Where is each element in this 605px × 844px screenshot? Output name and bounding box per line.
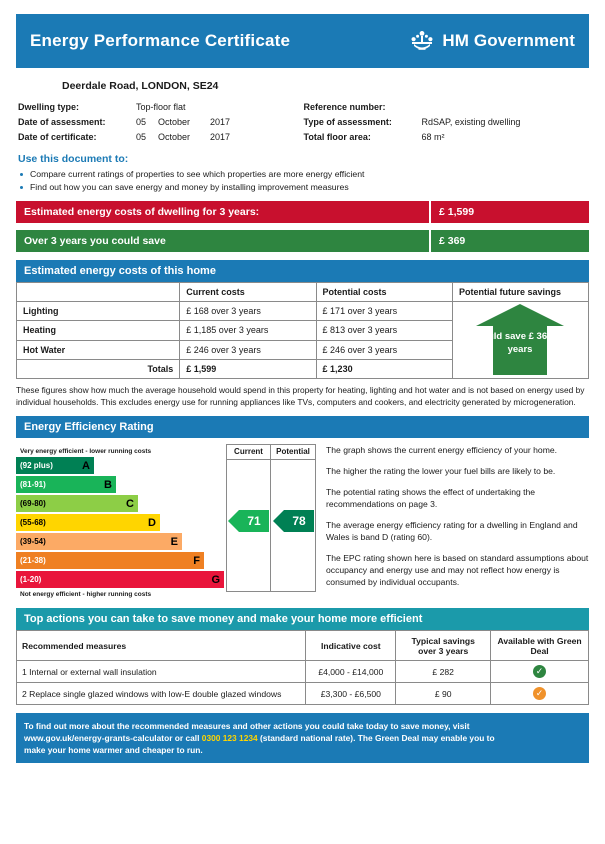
- row-label: Hot Water: [17, 340, 180, 359]
- page-header: [16, 14, 589, 68]
- col-potential-savings: Potential future savings: [453, 283, 589, 302]
- band-range: (92 plus): [20, 461, 53, 470]
- savings-arrow: [453, 302, 587, 378]
- totals-current: £ 1,599: [180, 359, 316, 378]
- gov-branding: [409, 30, 575, 52]
- band-range: (39-54): [20, 537, 46, 546]
- tick-green-icon: ✓: [533, 665, 546, 678]
- col-current-label: Current: [226, 444, 271, 459]
- meta-row: [304, 100, 590, 115]
- footer-phone: 0300 123 1234: [201, 733, 258, 743]
- meta-label: Date of certificate:: [18, 132, 97, 142]
- band-range: (81-91): [20, 480, 46, 489]
- meta-label: Type of assessment:: [303, 117, 392, 127]
- costs-note: These figures show how much the average household would spend in this property for heating, lighting and hot water and is not based on energy used by individual households. This excludes energy use for running appliances like TVs, computers and cookers, and electricity generated by microgeneration.: [16, 385, 585, 407]
- meta-left-column: [18, 100, 304, 145]
- col-potential-costs: Potential costs: [316, 283, 452, 302]
- totals-potential: £ 1,230: [316, 359, 452, 378]
- assessment-year: 2017: [210, 117, 231, 127]
- could-save-banner: [16, 230, 589, 252]
- band-letter: A: [82, 459, 90, 472]
- gov-label: HM Government: [442, 31, 575, 50]
- col-indicative-cost: Indicative cost: [306, 631, 396, 661]
- costs-table: [16, 282, 589, 379]
- band-letter: G: [211, 573, 220, 586]
- pointer-triangle-icon: [273, 510, 284, 532]
- recommendations-table: [16, 630, 589, 705]
- measure-number: 1: [22, 666, 27, 677]
- use-document-list: [18, 168, 589, 194]
- eer-paragraph: The potential rating shows the effect of undertaking the recommendations on page 3.: [326, 487, 536, 509]
- eer-paragraph: The graph shows the current energy efficiency of your home.: [326, 445, 558, 455]
- use-document-title: Use this document to:: [18, 153, 129, 165]
- crown-icon: [409, 30, 435, 52]
- measure-text: Replace single glazed windows with low-E double glazed windows: [29, 688, 282, 699]
- row-label: Lighting: [17, 302, 180, 321]
- band-letter: D: [148, 516, 156, 529]
- current-cost: £ 1,185 over 3 years: [180, 321, 316, 340]
- estimated-costs-banner: [16, 201, 589, 223]
- potential-cost: £ 813 over 3 years: [316, 321, 452, 340]
- meta-label: Total floor area:: [303, 132, 371, 142]
- certificate-year: 2017: [210, 132, 231, 142]
- pointer-triangle-icon: [228, 510, 239, 532]
- band-letter: C: [126, 497, 134, 510]
- meta-label: Dwelling type:: [18, 102, 80, 112]
- indicative-cost: £4,000 - £14,000: [306, 661, 396, 683]
- band-range: (69-80): [20, 499, 46, 508]
- estimated-costs-value: £ 1,599: [429, 201, 589, 223]
- band-letter: E: [170, 535, 178, 548]
- green-deal-availability: [491, 661, 589, 683]
- meta-row: [18, 100, 304, 115]
- current-rating-value: 71: [239, 510, 269, 532]
- table-row: [17, 661, 589, 683]
- meta-value: Top-floor flat: [136, 102, 186, 112]
- meta-right-column: [304, 100, 590, 145]
- band-range: (21-38): [20, 556, 46, 565]
- list-item: Compare current ratings of properties to see which properties are more energy efficient: [18, 168, 589, 181]
- meta-row: [18, 130, 304, 145]
- savings-arrow-text: You could save £ 369 over 3 years: [457, 331, 584, 355]
- recommendations-section-title: Top actions you can take to save money and make your home more efficient: [16, 608, 589, 630]
- could-save-value: £ 369: [429, 230, 589, 252]
- meta-row: [18, 115, 304, 130]
- potential-cost: £ 246 over 3 years: [316, 340, 452, 359]
- band-letter: B: [104, 478, 112, 491]
- eer-top-note: Very energy efficient - lower running costs: [20, 448, 152, 455]
- eer-explanation: [316, 444, 589, 600]
- certificate-meta: [18, 100, 589, 145]
- typical-savings: £ 282: [396, 661, 491, 683]
- page-title: Energy Performance Certificate: [30, 31, 291, 50]
- row-label: Heating: [17, 321, 180, 340]
- meta-value: [136, 130, 304, 145]
- col-potential-label: Potential: [271, 444, 316, 459]
- assessment-day: 05: [136, 117, 147, 127]
- green-deal-availability: [491, 683, 589, 705]
- epc-page: [0, 14, 605, 844]
- col-current-costs: Current costs: [180, 283, 316, 302]
- meta-label: Date of assessment:: [18, 117, 106, 127]
- measure-number: 2: [22, 688, 27, 699]
- potential-cost: £ 171 over 3 years: [316, 302, 452, 321]
- eer-column-headers: [226, 444, 316, 459]
- eer-paragraph: The higher the rating the lower your fuel bills are likely to be.: [326, 466, 556, 476]
- current-cost: £ 168 over 3 years: [180, 302, 316, 321]
- col-blank: [17, 283, 180, 302]
- meta-label: Reference number:: [303, 102, 386, 112]
- footer-line-3: make your home warmer and cheaper to run.: [24, 745, 203, 755]
- current-rating-pointer: [228, 510, 269, 532]
- eer-section: [16, 444, 589, 600]
- table-row: [17, 302, 589, 321]
- eer-section-title: Energy Efficiency Rating: [16, 416, 589, 438]
- assessment-month: October: [158, 117, 191, 127]
- table-header-row: [17, 631, 589, 661]
- eer-bottom-note: Not energy efficient - higher running costs: [20, 591, 152, 598]
- measure-text: Internal or external wall insulation: [29, 666, 157, 677]
- eer-paragraph: The EPC rating shown here is based on standard assumptions about occupancy and energy use and may not reflect how energy is consumed by individual occupants.: [326, 553, 589, 587]
- current-cost: £ 246 over 3 years: [180, 340, 316, 359]
- typical-savings: £ 90: [396, 683, 491, 705]
- band-range: (1-20): [20, 575, 42, 584]
- table-header-row: [17, 283, 589, 302]
- potential-rating-value: 78: [284, 510, 314, 532]
- col-green-deal: Available with Green Deal: [491, 631, 589, 661]
- band-range: (55-68): [20, 518, 46, 527]
- col-typical-savings: Typical savings over 3 years: [396, 631, 491, 661]
- measure-cell: [17, 661, 306, 683]
- totals-label: Totals: [17, 359, 180, 378]
- potential-rating-pointer: [273, 510, 314, 532]
- table-row: [17, 683, 589, 705]
- eer-graph: [16, 444, 316, 600]
- meta-value: [422, 100, 590, 115]
- meta-row: [304, 115, 590, 130]
- savings-arrow-cell: [453, 302, 589, 379]
- tick-orange-icon: ✓: [533, 687, 546, 700]
- costs-section-title: Estimated energy costs of this home: [16, 260, 589, 282]
- estimated-costs-label: Estimated energy costs of dwelling for 3 years:: [24, 206, 260, 218]
- indicative-cost: £3,300 - £6,500: [306, 683, 396, 705]
- meta-value: [136, 115, 304, 130]
- footer-line-1: To find out more about the recommended measures and other actions you could take today to save money, visit: [24, 721, 470, 731]
- list-item: Find out how you can save energy and money by installing improvement measures: [18, 181, 589, 194]
- certificate-day: 05: [136, 132, 147, 142]
- eer-paragraph: The average energy efficiency rating for a dwelling in England and Wales is band D (rating 60).: [326, 520, 578, 542]
- meta-row: [304, 130, 590, 145]
- footer-note: [16, 713, 589, 763]
- footer-line-2: [24, 732, 581, 744]
- band-letter: F: [193, 554, 200, 567]
- property-address: Deerdale Road, LONDON, SE24: [62, 80, 219, 92]
- meta-value: 68 m²: [421, 132, 445, 142]
- col-recommended-measures: Recommended measures: [17, 631, 306, 661]
- measure-cell: [17, 683, 306, 705]
- could-save-label: Over 3 years you could save: [24, 235, 166, 247]
- footer-line-2-b: (standard national rate). The Green Deal may enable you to: [257, 733, 495, 743]
- arrow-up-icon: [476, 304, 564, 326]
- meta-value: RdSAP, existing dwelling: [421, 117, 521, 127]
- certificate-month: October: [158, 132, 191, 142]
- footer-line-2-a: www.gov.uk/energy-grants-calculator or call: [24, 733, 202, 743]
